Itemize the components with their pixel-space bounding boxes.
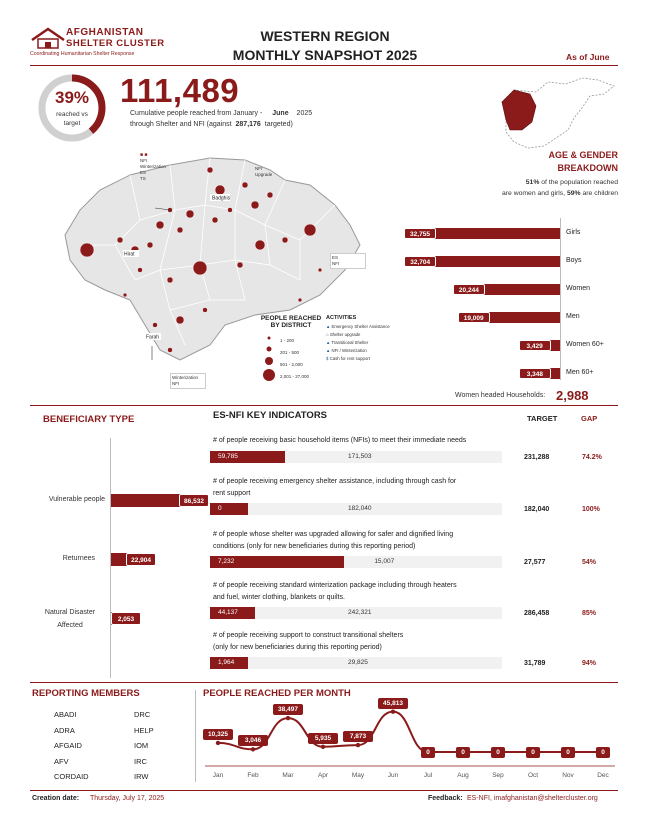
indicator-fill-1: 0 — [210, 503, 248, 515]
legend-title-2: BY DISTRICT — [270, 322, 312, 329]
monthly-value-mar: 38,497 — [273, 704, 303, 715]
monthly-value-nov: 0 — [561, 747, 575, 758]
members-title: REPORTING MEMBERS — [32, 688, 140, 699]
monthly-title: PEOPLE REACHED PER MONTH — [203, 688, 351, 699]
member-cordaid: CORDAID — [54, 772, 89, 781]
indicator-remaining-2: 15,007 — [374, 558, 395, 565]
beneficiary-label-returnees: Returnees — [62, 555, 95, 562]
indicator-text2-4: (only for new beneficiaries during this reporting period) — [213, 644, 382, 651]
indicator-fill-2: 7,232 — [210, 556, 344, 568]
indicator-target-3: 286,458 — [524, 610, 550, 617]
member-adra: ADRA — [54, 725, 75, 735]
age-bar-value-2: 20,244 — [453, 284, 485, 295]
age-gender-title-1: AGE & GENDER — [548, 150, 618, 160]
monthly-value-oct: 0 — [526, 747, 540, 758]
age-bar-0 — [432, 228, 560, 239]
member-help: HELP — [134, 725, 154, 735]
indicator-text-4: # of people receiving support to construct transitional shelters — [213, 632, 404, 639]
beneficiary-bar-0 — [111, 494, 183, 507]
map-callout-north — [255, 166, 291, 178]
indicator-target-4: 31,789 — [524, 660, 546, 667]
province-hirat: Hirat — [124, 251, 135, 258]
monthly-value-jul: 0 — [421, 747, 435, 758]
indicator-gap-4: 94% — [582, 660, 597, 667]
mid-divider — [30, 405, 618, 406]
beneficiary-label-disaster — [30, 606, 110, 632]
logo-tagline: Coordinating Humanitarian Shelter Response — [30, 51, 135, 57]
activities-list — [326, 323, 390, 363]
member-afgaid: AFGAID — [54, 741, 82, 750]
activity-4: ▲ NFI / Winterization — [326, 348, 367, 353]
monthly-point-mar — [286, 716, 290, 720]
desc-target: 287,176 — [235, 121, 261, 128]
age-gender-title-2: BREAKDOWN — [557, 163, 618, 173]
note-c: are children — [582, 190, 618, 197]
indicators-title: ES-NFI KEY INDICATORS — [213, 410, 328, 421]
age-bar-label-3: Men — [566, 313, 580, 320]
callout-item: ES — [140, 170, 147, 175]
monthly-value-feb: 3,046 — [238, 735, 268, 746]
month-label-mar: Mar — [282, 772, 294, 779]
shelter-logo-icon — [30, 26, 66, 50]
desc-targeted: targeted) — [264, 121, 293, 128]
region-boundary — [65, 158, 360, 360]
legend-title-1: PEOPLE REACHED — [260, 315, 322, 322]
beneficiary-value-1: 22,904 — [126, 553, 156, 566]
callout-item: Upgrade — [255, 172, 273, 177]
monthly-value-apr: 5,935 — [308, 733, 338, 744]
indicator-gap-1: 100% — [582, 506, 600, 513]
month-label-dec: Dec — [597, 772, 609, 779]
summary-desc-line-2 — [130, 121, 293, 128]
indicator-text-0: # of people receiving basic household items (NFIs) to meet their immediate needs — [213, 437, 467, 444]
women-pct: 51% — [525, 179, 540, 186]
age-bar-value-5: 3,348 — [519, 368, 551, 379]
beneficiary-title: BENEFICIARY TYPE — [43, 414, 135, 425]
month-label-nov: Nov — [562, 772, 574, 779]
monthly-value-jan: 10,325 — [203, 729, 233, 740]
disaster-line-1: Natural Disaster — [44, 609, 96, 616]
creation-value: Thursday, July 17, 2025 — [90, 795, 165, 802]
indicator-remaining-4: 29,825 — [348, 659, 368, 666]
girls-pct: 59% — [566, 190, 581, 197]
legend-size-4: 2,001 - 27,000 — [280, 374, 310, 379]
month-label-oct: Oct — [527, 772, 539, 779]
note-b: are women and girls, — [502, 190, 566, 197]
as-of-date: As of June — [566, 52, 610, 62]
footer-divider — [30, 790, 618, 791]
activities-title: ACTIVITIES — [326, 315, 357, 321]
age-bar-label-1: Boys — [566, 257, 582, 264]
monthly-point-may — [356, 743, 360, 747]
month-label-apr: Apr — [317, 772, 329, 779]
callout-item: Winterization — [172, 375, 199, 380]
target-header: TARGET — [527, 414, 558, 423]
progress-donut — [36, 72, 108, 144]
province-farah: Farah — [146, 334, 160, 341]
header-divider — [30, 65, 618, 66]
title-line-1: WESTERN REGION — [260, 28, 390, 44]
age-bar-label-4: Women 60+ — [566, 341, 604, 348]
member-irc: IRC — [134, 756, 147, 766]
map-callout-south — [170, 373, 206, 389]
indicator-remaining-0: 171,503 — [348, 453, 372, 460]
monthly-point-jun — [391, 709, 395, 713]
age-bar-label-5: Men 60+ — [566, 369, 594, 376]
indicator-text2-3: and fuel, winter clothing, blankets or quilts. — [213, 594, 345, 601]
indicator-gap-2: 54% — [582, 559, 597, 566]
progress-caption: reached vs target — [56, 111, 88, 127]
bottom-divider — [30, 682, 618, 683]
map-legend-size — [260, 315, 322, 329]
age-bar-value-1: 32,704 — [404, 256, 436, 267]
map-callout-east — [330, 253, 366, 269]
monthly-point-apr — [321, 745, 325, 749]
age-bar-value-4: 3,429 — [519, 340, 551, 351]
age-bar-value-0: 32,755 — [404, 228, 436, 239]
callout-item: ES — [332, 255, 339, 260]
beneficiary-value-0: 86,532 — [179, 494, 209, 507]
monthly-value-dec: 0 — [596, 747, 610, 758]
indicator-remaining-3: 242,321 — [348, 609, 372, 616]
indicator-gap-3: 85% — [582, 610, 597, 617]
age-bar-label-2: Women — [566, 285, 590, 292]
indicator-fill-4: 1,964 — [210, 657, 248, 669]
monthly-value-may: 7,873 — [343, 731, 373, 742]
women-headed-label: Women headed Households: — [455, 392, 546, 399]
age-bar-value-3: 19,009 — [458, 312, 490, 323]
legend-size-3: 501 - 2,000 — [280, 362, 303, 367]
desc-text-2: through Shelter and NFI (against — [130, 121, 232, 128]
indicator-text2-2: conditions (only for new beneficiaries during this reporting period) — [213, 543, 416, 550]
activity-5: $ Cash for rent support — [326, 356, 370, 361]
creation-label: Creation date: — [32, 795, 80, 802]
feedback-label: Feedback: — [428, 795, 463, 802]
month-label-may: May — [351, 772, 365, 779]
title-line-2: MONTHLY SNAPSHOT 2025 — [232, 47, 418, 63]
callout-item: NFI — [140, 158, 148, 163]
month-label-aug: Aug — [457, 772, 469, 779]
desc-month: June — [272, 110, 289, 117]
legend-size-labels — [280, 335, 309, 383]
month-label-sep: Sep — [492, 772, 504, 779]
summary-desc-line-1 — [130, 110, 312, 117]
disaster-line-2: Affected — [57, 622, 83, 629]
callout-item: NFI — [255, 166, 263, 171]
feedback-value: ES-NFI, imafghanistan@sheltercluster.org — [467, 795, 598, 802]
monthly-value-aug: 0 — [456, 747, 470, 758]
month-label-jun: Jun — [387, 772, 399, 779]
callout-item: NFI — [332, 261, 340, 266]
indicator-fill-3: 44,137 — [210, 607, 255, 619]
map-callout-badghis: ■ ■ NFI Winterization ES TS — [140, 152, 188, 182]
women-headed-value: 2,988 — [556, 388, 589, 403]
logo-title: AFGHANISTAN — [66, 27, 144, 38]
callout-item: Winterization — [140, 164, 167, 169]
member-iom: IOM — [134, 741, 149, 750]
monthly-point-jan — [216, 741, 220, 745]
gap-header: GAP — [581, 414, 598, 423]
province-badghis: Badghis — [212, 195, 231, 202]
total-reached: 111,489 — [120, 72, 240, 109]
member-afv: AFV — [54, 756, 69, 766]
monthly-series-line — [218, 712, 603, 752]
indicator-gap-0: 74.2% — [582, 454, 602, 461]
locator-map — [486, 72, 618, 152]
monthly-value-sep: 0 — [491, 747, 505, 758]
month-label-jul: Jul — [423, 772, 433, 779]
indicator-text2-1: rent support — [213, 490, 251, 497]
members-divider — [195, 690, 196, 782]
desc-text: Cumulative people reached from January - — [130, 110, 263, 117]
legend-size-1: 1 - 200 — [280, 338, 295, 343]
indicator-target-2: 27,577 — [524, 559, 546, 566]
callout-item: TS — [140, 176, 146, 181]
age-bar-2 — [481, 284, 560, 295]
callout-item: NFI — [172, 381, 180, 386]
legend-size-2: 201 - 500 — [280, 350, 300, 355]
age-bar-label-0: Girls — [566, 229, 581, 236]
member-irw: IRW — [134, 772, 149, 781]
month-label-feb: Feb — [247, 772, 259, 779]
indicator-target-0: 231,288 — [524, 454, 550, 461]
activity-3: ▲ Transitional Shelter — [326, 340, 369, 345]
indicator-text-2: # of people whose shelter was upgraded allowing for safer and dignified living — [213, 531, 454, 538]
member-abadi: ABADI — [54, 710, 77, 719]
note-a: of the population reached — [541, 179, 618, 186]
month-label-jan: Jan — [212, 772, 224, 779]
activity-1: ▲ Emergency Shelter Assistance — [326, 324, 390, 329]
member-drc: DRC — [134, 710, 151, 719]
indicator-text-3: # of people receiving standard winterization package including through heaters — [213, 582, 457, 589]
progress-percent: 39% — [54, 88, 90, 107]
beneficiary-label-vulnerable: Vulnerable people — [48, 496, 105, 503]
logo-subtitle: SHELTER CLUSTER — [66, 38, 165, 49]
monthly-point-feb — [251, 747, 255, 751]
activity-2: ⌂ Shelter upgrade — [326, 332, 361, 337]
desc-year: 2025 — [296, 110, 313, 117]
indicator-remaining-1: 182,040 — [348, 505, 372, 512]
legend-bubbles — [262, 334, 276, 384]
age-bar-3 — [486, 312, 560, 323]
age-axis-line — [560, 218, 561, 380]
age-gender-note — [470, 177, 618, 199]
indicator-text-1: # of people receiving emergency shelter assistance, including through cash for — [213, 478, 457, 485]
indicator-target-1: 182,040 — [524, 506, 550, 513]
age-bar-1 — [432, 256, 560, 267]
indicator-fill-0: 59,785 — [210, 451, 285, 463]
monthly-value-jun: 45,813 — [378, 698, 408, 709]
beneficiary-value-2: 2,053 — [111, 612, 141, 625]
